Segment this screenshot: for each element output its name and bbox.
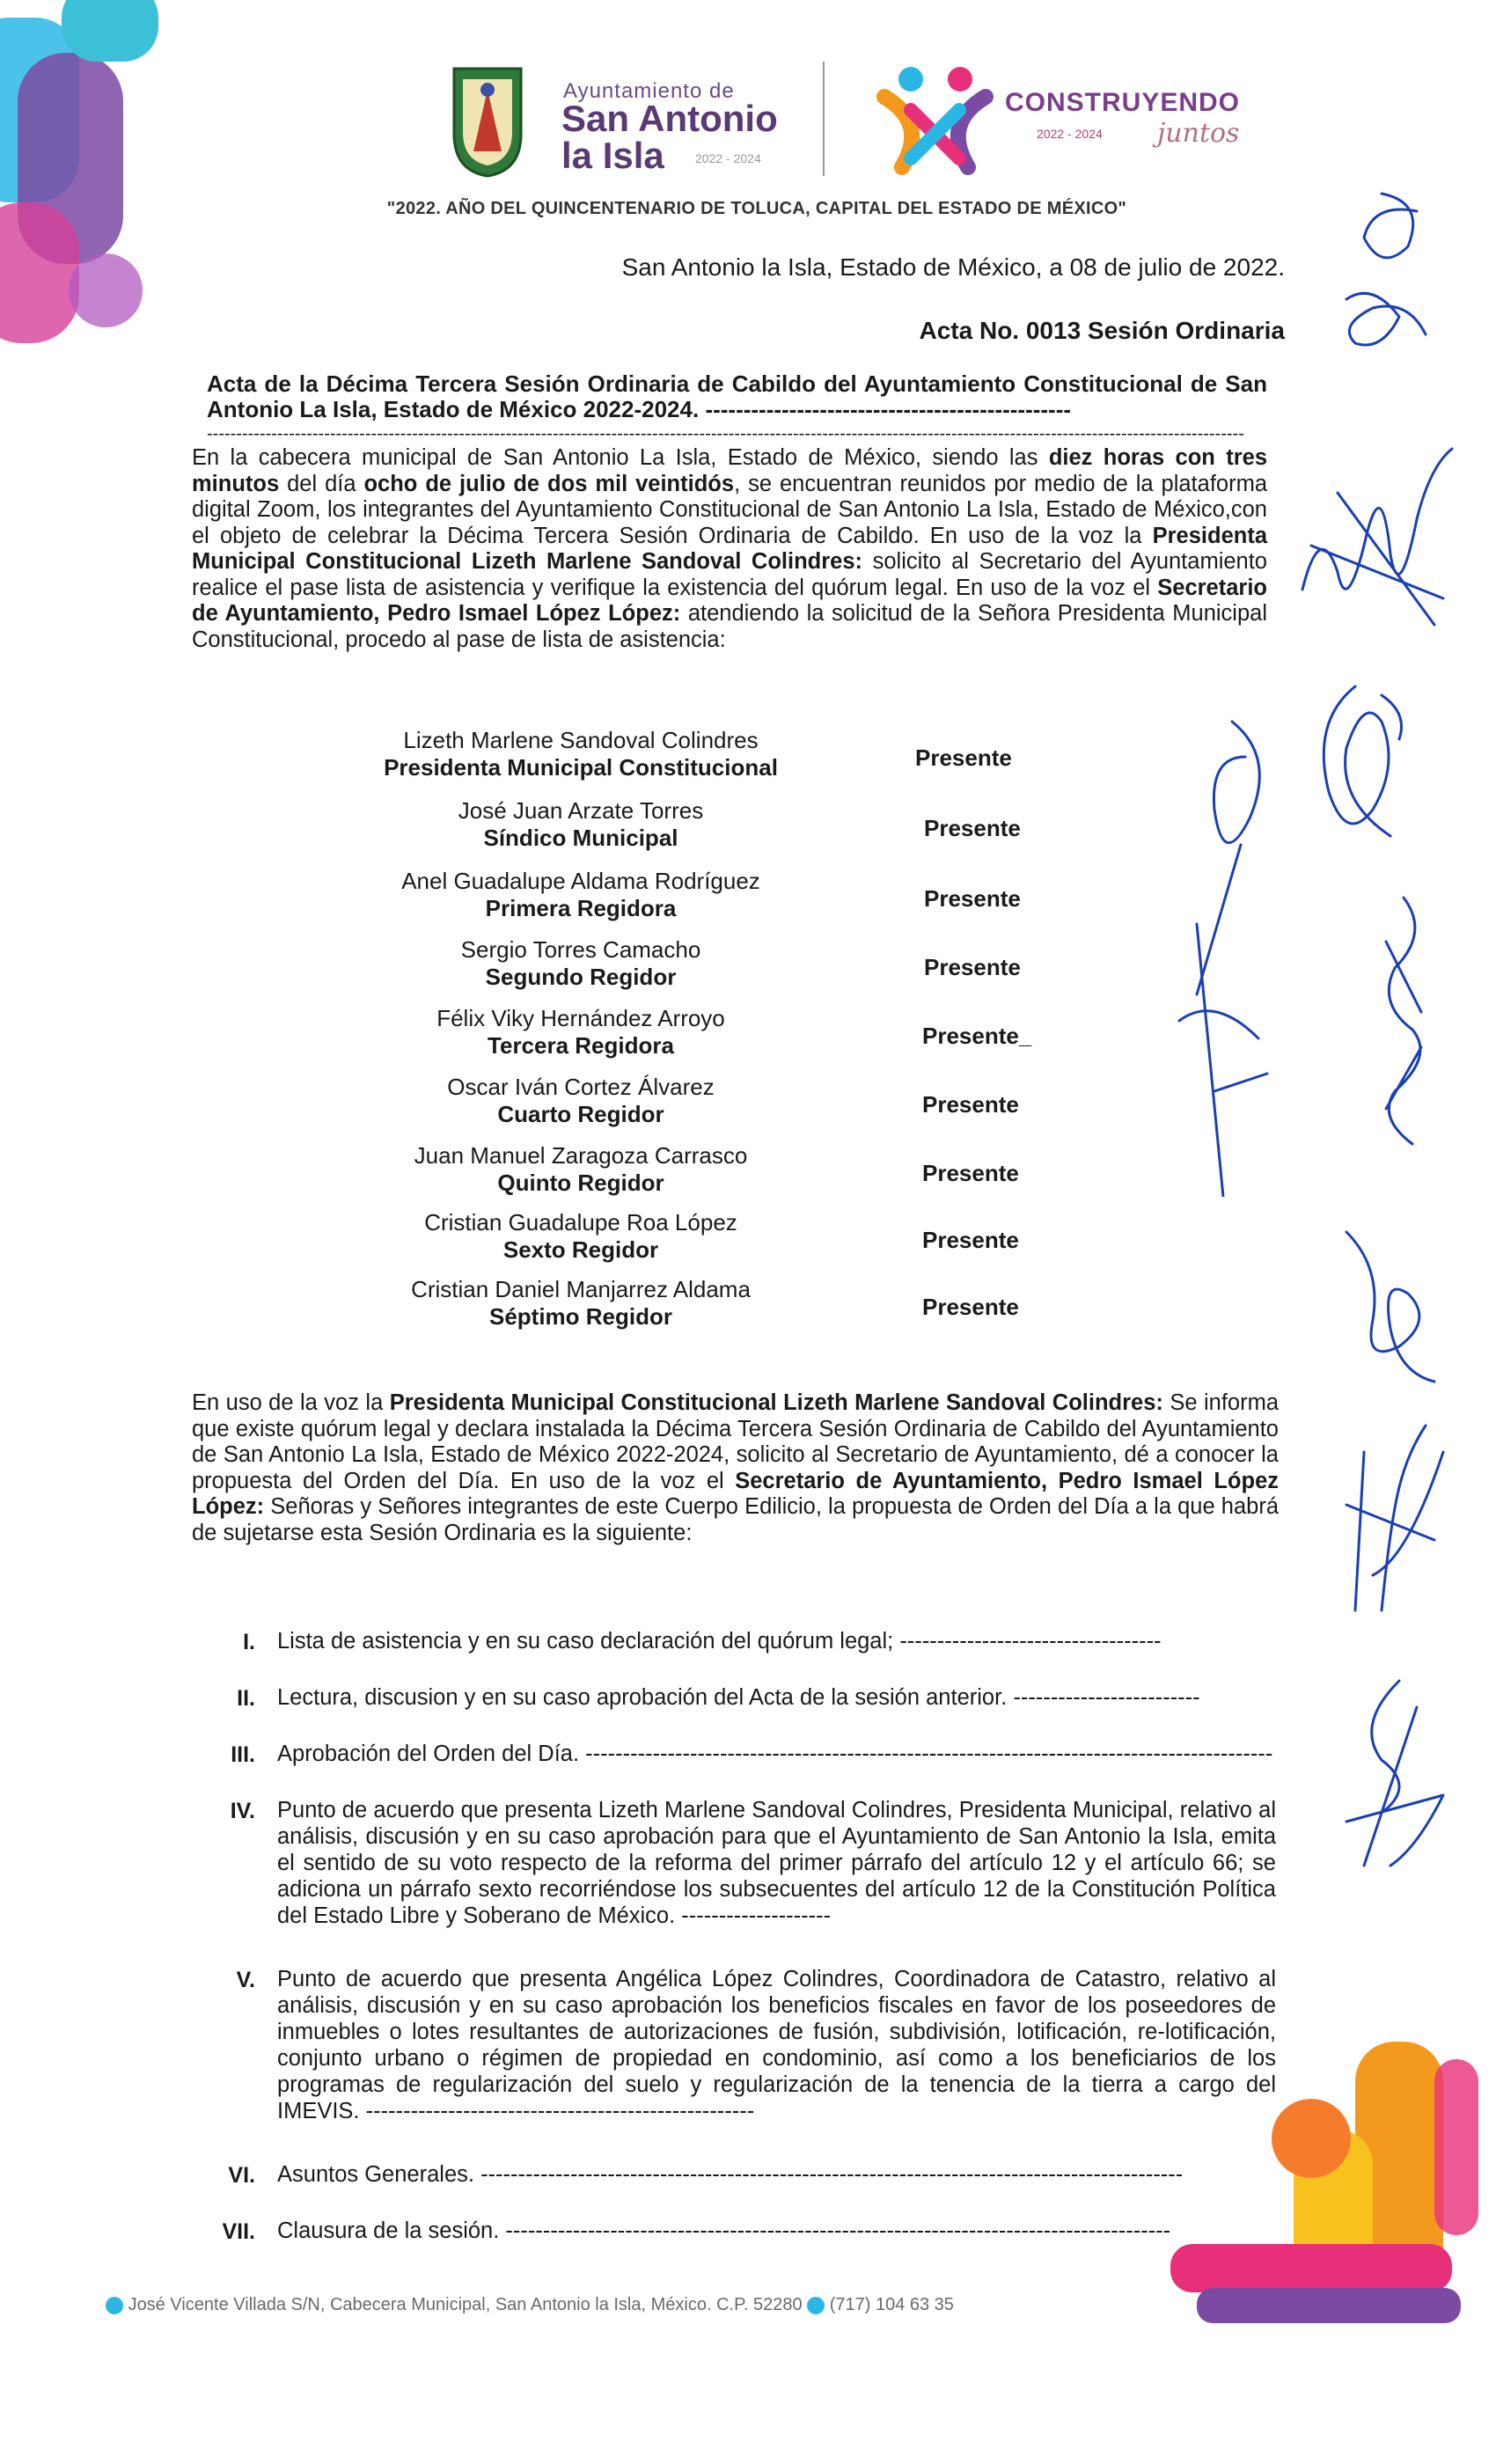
brand-script: juntos	[1157, 118, 1240, 149]
signature-right-2	[1285, 414, 1461, 642]
signature-right-6	[1329, 1399, 1452, 1628]
phone-icon	[807, 2297, 825, 2314]
brand-name: CONSTRUYENDO	[1005, 88, 1241, 117]
agenda-number: II.	[237, 1686, 255, 1711]
agenda-number: VII.	[222, 2219, 255, 2244]
attendee-9-status: Presente	[922, 1294, 1019, 1320]
agenda-number: V.	[236, 1968, 255, 1992]
decorative-corner-top-left	[0, 0, 264, 370]
agenda-item: Punto de acuerdo que presenta Angélica López Colindres, Coordinadora de Catastro, relativo al análisis, discusión y en su caso aprobación los beneficios fiscales en favor de los poseedores de inmuebles o lotes resultantes de autorizaciones de fusión, subdivisión, lotificación, re-lotificación, conjunto urbano o régimen de propiedad en condominio, así como a los beneficiarios de los programas de regularización del suelo y regularización de la tenencia de la tierra a cargo del IMEVIS. ----------------------------------------------------	[277, 1967, 1276, 2123]
municipality-years: 2022 - 2024	[695, 151, 761, 165]
agenda-item: Punto de acuerdo que presenta Lizeth Marlene Sandoval Colindres, Presidenta Municipal, relativo al análisis, discusión y en su caso aprobación para que el Ayuntamiento de San Antonio la Isla, emita el sentido de su voto respecto de la reforma del primer párrafo del artículo 12 y el artículo 66; se adiciona un párrafo sexto recorriéndose los subsecuentes del artículo 12 de la Constitución Política del Estado Libre y Soberano de México. --------------------	[277, 1798, 1276, 1928]
quorum-paragraph: En uso de la voz la Presidenta Municipal Constitucional Lizeth Marlene Sandoval Colindres: Se informa que existe quórum legal y declara instalada la Décima Tercera Sesión Ordinaria de Cabildo del Ayuntamiento de San Antonio La Isla, Estado de México 2022-2024, solicito al Secretario de Ayuntamiento, dé a conocer la propuesta del Orden del Día. En uso de la voz el Secretario de Ayuntamiento, Pedro Ismael López López: Señoras y Señores integrantes de este Cuerpo Edilicio, la propuesta de Orden del Día a la que habrá de sujetarse esta Sesión Ordinaria es la siguiente:	[192, 1390, 1280, 1545]
attendee-3-status: Presente	[924, 885, 1021, 912]
location-pin-icon	[106, 2297, 123, 2314]
attendee-8-status: Presente	[922, 1227, 1019, 1253]
official-motto: "2022. AÑO DEL QUINCENTENARIO DE TOLUCA, CAPITAL DEL ESTADO DE MÉXICO"	[386, 199, 1127, 218]
attendee-4: Sergio Torres Camacho Segundo Regidor	[460, 936, 701, 990]
agenda-item: Aprobación del Orden del Día. --------------------------------------------------------------------------------------------	[277, 1742, 1273, 1766]
attendee-1-status: Presente	[915, 744, 1012, 771]
signature-right-4	[1360, 889, 1448, 1153]
attendee-2: José Juan Arzate Torres Síndico Municipal	[458, 797, 704, 851]
agenda-item: Lista de asistencia y en su caso declaración del quórum legal; -----------------------------------	[277, 1629, 1162, 1654]
attendee-7: Juan Manuel Zaragoza Carrasco Quinto Regidor	[414, 1142, 748, 1196]
intro-paragraph: En la cabecera municipal de San Antonio La Isla, Estado de México, siendo las diez horas con tres minutos del día ocho de julio de dos mil veintidós, se encuentran reunidos por medio de la plataforma digital Zoom, los integrantes del Ayuntamiento Constitucional de San Antonio La Isla, Estado de México,con el objeto de celebrar la Décima Tercera Sesión Ordinaria de Cabildo. En uso de la voz la Presidenta Municipal Constitucional Lizeth Marlene Sandoval Colindres: solicito al Secretario del Ayuntamiento realice el pase lista de asistencia y verifique la existencia del quórum legal. En uso de la voz el Secretario de Ayuntamiento, Pedro Ismael López López: atendiendo la solicitud de la Señora Presidenta Municipal Constitucional, procedo al pase de lista de asistencia:	[192, 445, 1268, 652]
signature-middle	[1162, 704, 1285, 1197]
agenda-number: VI.	[228, 2163, 255, 2188]
attendee-5: Félix Viky Hernández Arroyo Tercera Regidora	[436, 1005, 725, 1059]
brand-years: 2022 - 2024	[1037, 127, 1103, 141]
footer-phone: (717) 104 63 35	[829, 2295, 954, 2314]
document-title-text: Acta de la Décima Tercera Sesión Ordinaria de Cabildo del Ayuntamiento Constitucional de San Antonio La Isla, Estado de México 2022-2024.	[207, 370, 1267, 422]
attendee-4-status: Presente	[924, 954, 1021, 980]
attendee-2-status: Presente	[924, 815, 1021, 841]
agenda-number: IV.	[230, 1799, 255, 1823]
attendee-5-status: Presente_	[922, 1023, 1032, 1049]
municipal-shield-logo	[451, 63, 524, 178]
agenda-item: Clausura de la sesión. -----------------------------------------------------------------------------------------	[277, 2218, 1171, 2243]
construyendo-emblem	[876, 62, 994, 176]
title-dashes: ------------------------------------------------	[705, 396, 1072, 422]
agenda-item: Asuntos Generales. ----------------------------------------------------------------------------------------------	[277, 2162, 1184, 2187]
signature-right-3	[1294, 669, 1426, 871]
signature-right-5	[1329, 1214, 1452, 1390]
attendee-6-status: Presente	[922, 1091, 1019, 1118]
header-divider	[823, 62, 825, 176]
footer-address: José Vicente Villada S/N, Cabecera Municipal, San Antonio la Isla, México. C.P. 52280	[128, 2295, 803, 2314]
agenda-number: I.	[243, 1630, 255, 1654]
agenda-item: Lectura, discusion y en su caso aprobación del Acta de la sesión anterior. -------------------------	[277, 1685, 1200, 1710]
municipality-prefix: Ayuntamiento de	[563, 79, 735, 103]
attendee-7-status: Presente	[922, 1160, 1019, 1186]
title-rule: ---------------------------------------------------------------------------------------------------------------------------------------------------------------------------------	[207, 424, 1244, 444]
dateline: San Antonio la Isla, Estado de México, a 08 de julio de 2022.	[621, 253, 1285, 281]
attendee-6: Oscar Iván Cortez Álvarez Cuarto Regidor	[447, 1074, 715, 1127]
agenda-number: III.	[231, 1742, 255, 1767]
municipality-name-line2: la Isla	[561, 135, 664, 176]
attendee-1: Lizeth Marlene Sandoval Colindres Presidenta Municipal Constitucional	[384, 727, 778, 781]
document-title	[207, 371, 1267, 422]
municipality-name-line1: San Antonio	[561, 98, 778, 139]
attendee-3: Anel Guadalupe Aldama Rodríguez Primera Regidora	[401, 868, 760, 921]
attendee-9: Cristian Daniel Manjarrez Aldama Séptimo Regidor	[411, 1276, 751, 1330]
attendee-8: Cristian Guadalupe Roa López Sexto Regidor	[424, 1209, 737, 1263]
signature-right-1	[1311, 176, 1443, 387]
acta-number: Acta No. 0013 Sesión Ordinaria	[919, 317, 1285, 344]
signature-right-7	[1329, 1672, 1452, 1874]
footer	[106, 2295, 1074, 2315]
